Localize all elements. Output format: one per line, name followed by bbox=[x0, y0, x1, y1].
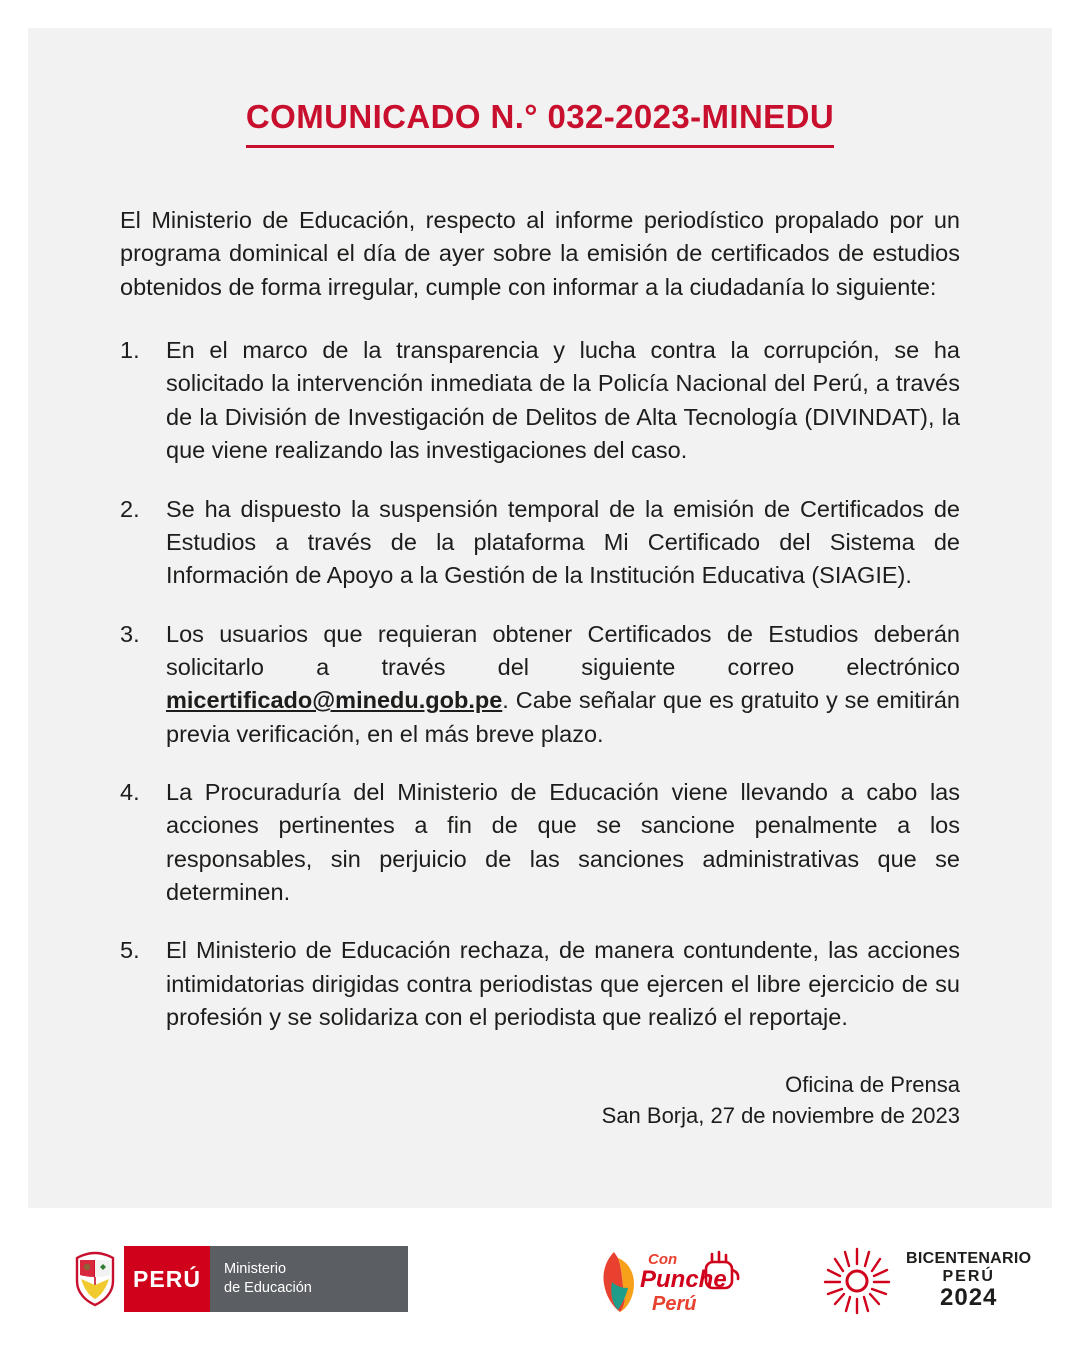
signature-office: Oficina de Prensa bbox=[785, 1071, 960, 1097]
peru-wordmark bbox=[124, 1246, 210, 1312]
footer-logos bbox=[0, 1232, 1080, 1350]
peru-label: PERÚ bbox=[133, 1265, 201, 1292]
bicentenario-logo bbox=[820, 1244, 1031, 1318]
list-item bbox=[120, 618, 960, 751]
punche-line-2: Punche bbox=[640, 1266, 727, 1293]
bicentenario-wordmark bbox=[906, 1250, 1031, 1312]
page-title: COMUNICADO N.° 032-2023-MINEDU bbox=[246, 98, 834, 148]
list-item-text-before: Los usuarios que requieran obtener Certificados de Estudios deberán solicitarlo a través del siguiente correo electrónico bbox=[166, 620, 960, 680]
ministry-line-2: de Educación bbox=[224, 1280, 312, 1296]
bicentenario-line-3: 2024 bbox=[940, 1284, 998, 1312]
bicentenario-line-1: BICENTENARIO bbox=[906, 1250, 1032, 1268]
list-item-number: 3. bbox=[120, 620, 140, 647]
ministry-wordmark bbox=[210, 1246, 408, 1312]
minedu-logo bbox=[72, 1246, 408, 1312]
comunicado-panel bbox=[28, 28, 1052, 1208]
list-item-number: 2. bbox=[120, 495, 140, 522]
numbered-list bbox=[120, 334, 960, 1034]
punche-line-3: Perú bbox=[652, 1293, 697, 1315]
list-item-text: Se ha dispuesto la suspensión temporal de la emisión de Certificados de Estudios a través de la plataforma Mi Certificado del Sistema de Información de Apoyo a la Gestión de la Institución Educativa (SIAGIE). bbox=[166, 495, 960, 589]
list-item-text-after: . Cabe señalar que es gratuito y se emitirán previa verificación, en el más breve plazo. bbox=[166, 687, 960, 747]
signature-place-date: San Borja, 27 de noviembre de 2023 bbox=[601, 1103, 960, 1129]
list-item-text: El Ministerio de Educación rechaza, de manera contundente, las acciones intimidatorias dirigidas contra periodistas que ejercen el libre ejercicio de su profesión y se solidariza con el periodista que realizó el reportaje. bbox=[166, 937, 960, 1031]
peru-coat-of-arms-icon bbox=[72, 1251, 118, 1307]
bicentenario-line-2: PERÚ bbox=[942, 1267, 995, 1285]
bicentenario-burst-icon bbox=[820, 1244, 894, 1318]
list-item bbox=[120, 776, 960, 909]
list-item-number: 5. bbox=[120, 937, 140, 964]
page-title-container bbox=[120, 98, 960, 148]
list-item bbox=[120, 493, 960, 593]
list-item-text: La Procuraduría del Ministerio de Educación viene llevando a cabo las acciones pertinentes a fin de que se sancione penalmente a los responsables, sin perjuicio de las sanciones administrativas que se determinen. bbox=[166, 779, 960, 906]
list-item bbox=[120, 934, 960, 1034]
list-item-number: 1. bbox=[120, 337, 140, 364]
list-item-text: En el marco de la transparencia y lucha contra la corrupción, se ha solicitado la intervención inmediata de la Policía Nacional del Perú, a través de la División de Investigación de Delitos de Alta Tecnología (DIVINDAT), la que viene realizando las investigaciones del caso. bbox=[166, 337, 960, 464]
email-link[interactable]: micertificado@minedu.gob.pe bbox=[166, 687, 503, 714]
ministry-line-1: Ministerio bbox=[224, 1260, 287, 1277]
con-punche-peru-logo bbox=[588, 1242, 748, 1322]
signature-block bbox=[120, 1069, 960, 1133]
intro-paragraph: El Ministerio de Educación, respecto al informe periodístico propalado por un programa dominical el día de ayer sobre la emisión de certificados de estudios obtenidos de forma irregular, cumple con informar a la ciudadanía lo siguiente: bbox=[120, 207, 960, 300]
list-item bbox=[120, 334, 960, 467]
list-item-number: 4. bbox=[120, 779, 140, 806]
punche-line-1: Con bbox=[648, 1251, 678, 1268]
